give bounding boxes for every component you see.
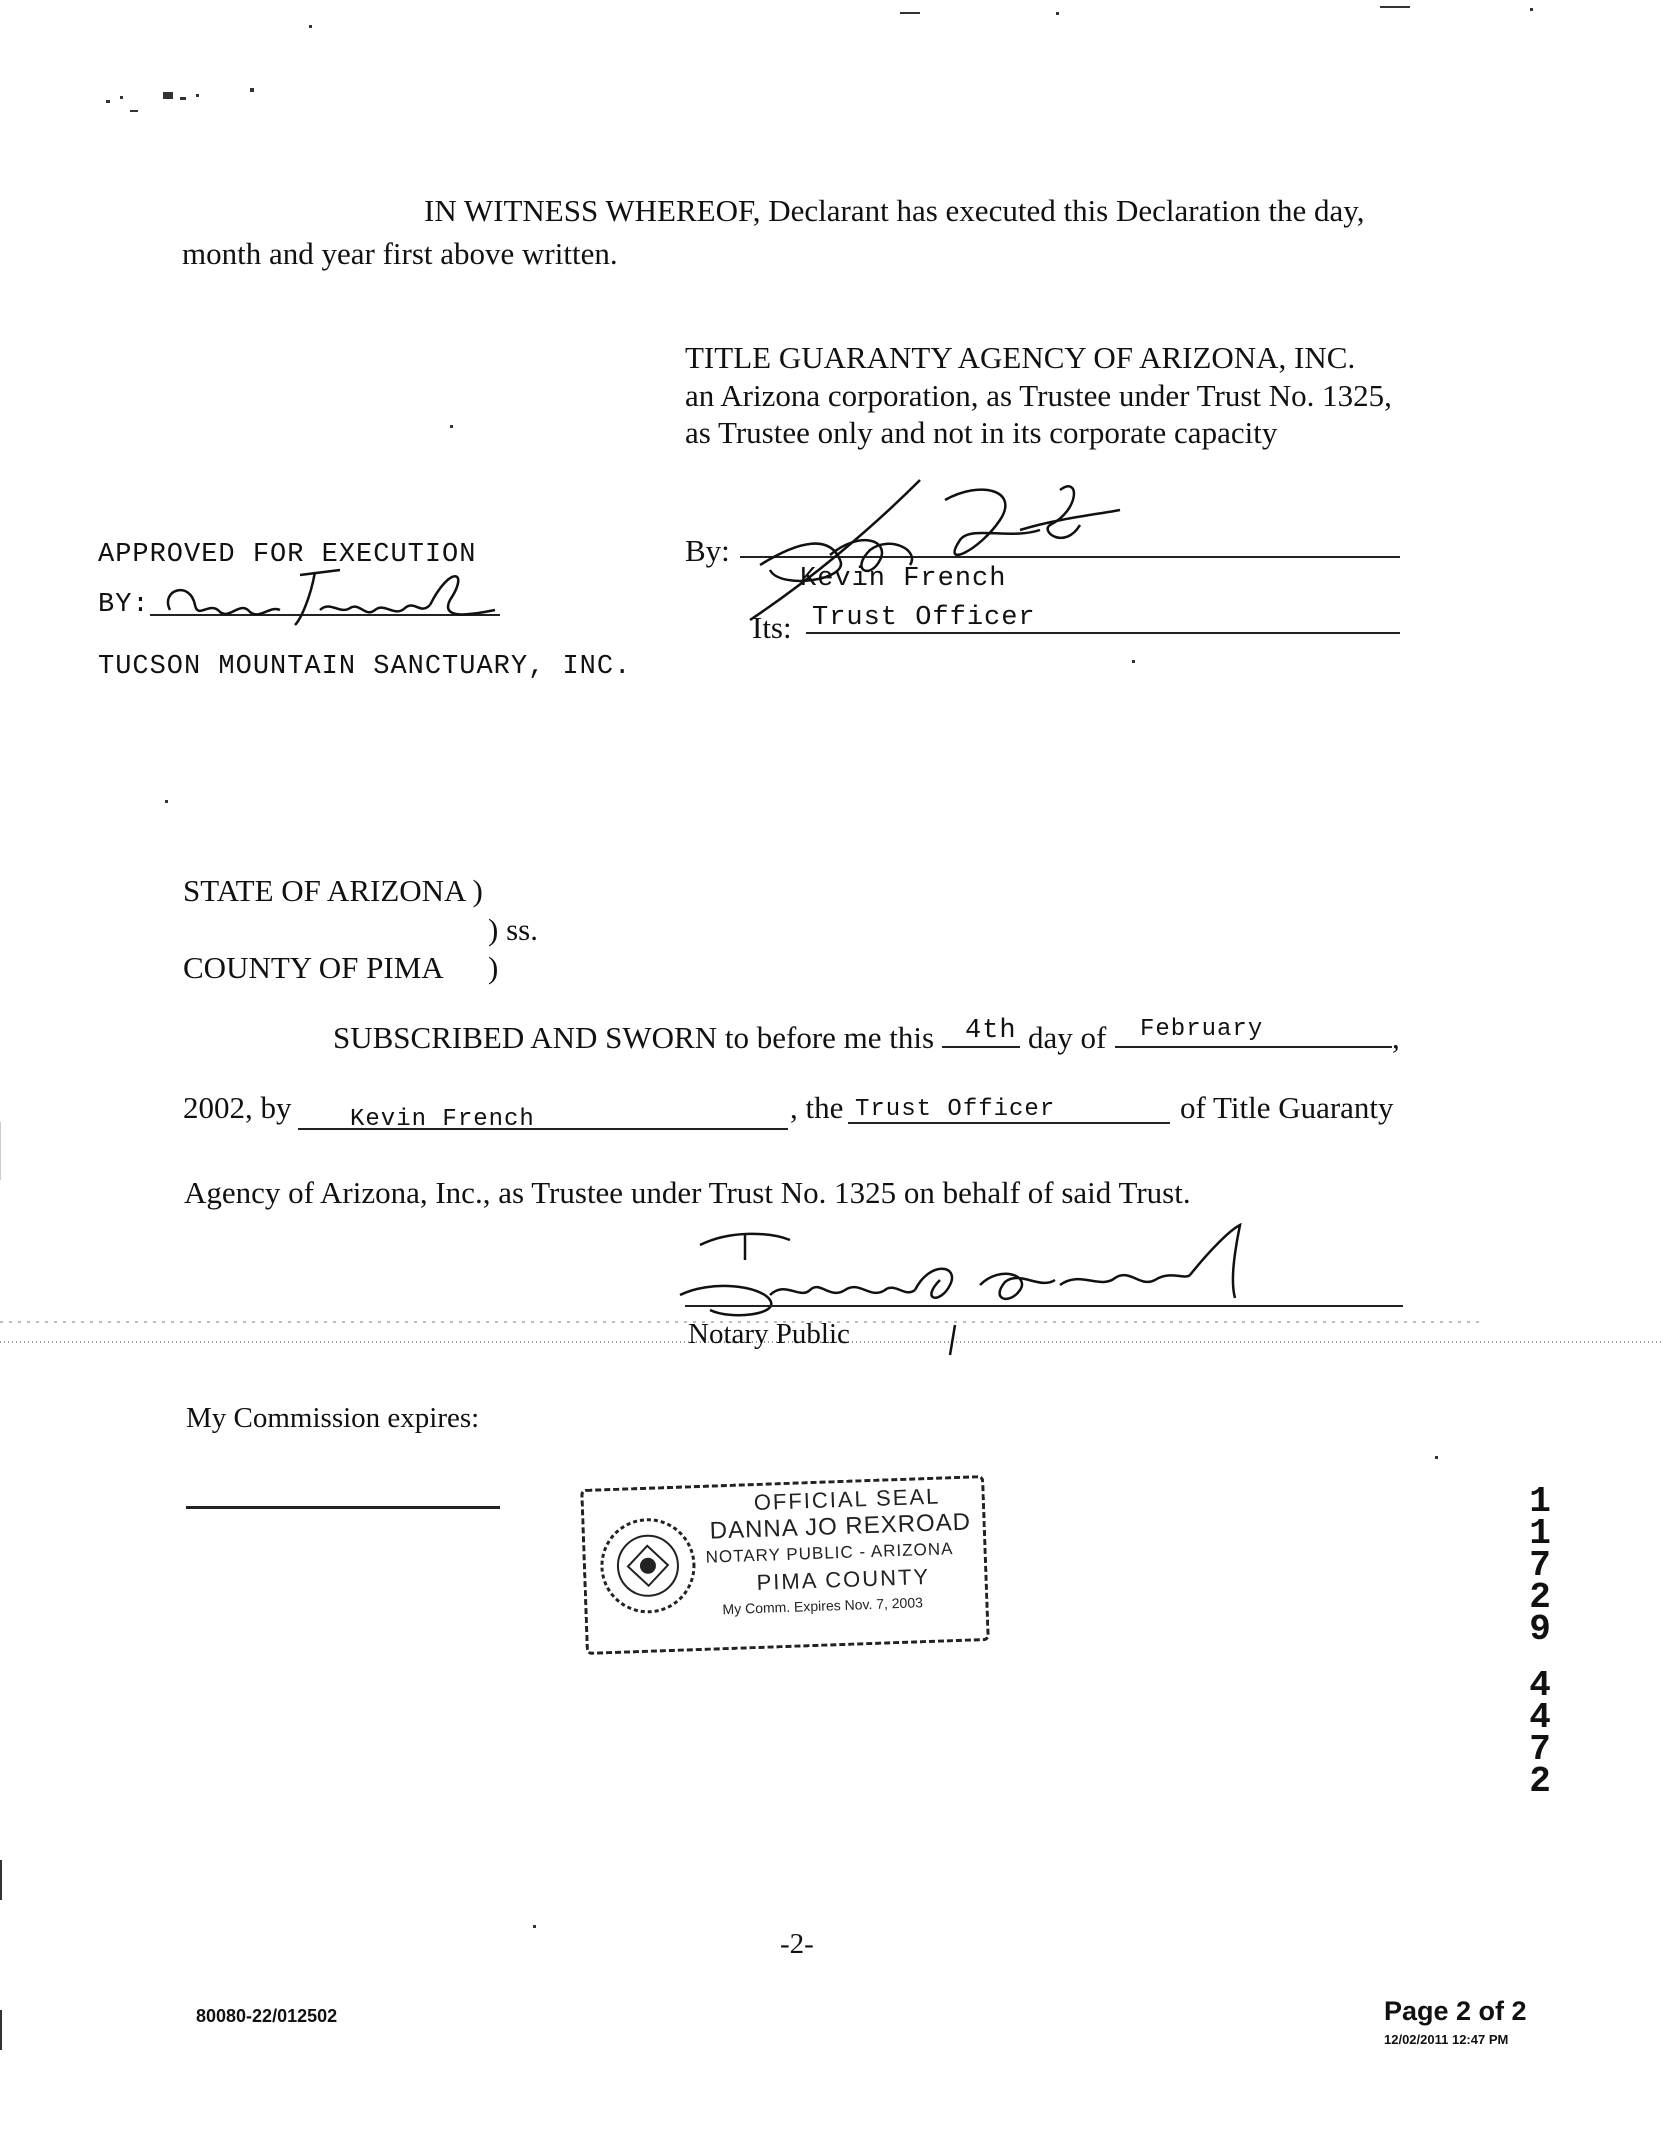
jurat-name: Kevin French <box>350 1106 535 1133</box>
recording-digit: 4 <box>1529 1697 1551 1738</box>
kevin-french-signature <box>720 470 1220 630</box>
venue-county: COUNTY OF PIMA <box>183 950 444 985</box>
notary-label: Notary Public <box>688 1318 850 1350</box>
jurat-the: , the <box>790 1090 844 1125</box>
its-label: Its: <box>752 610 792 645</box>
jurat-title: Trust Officer <box>855 1096 1056 1123</box>
by-label: By: <box>685 533 730 568</box>
jurat-pre: SUBSCRIBED AND SWORN to before me this <box>333 1020 935 1055</box>
trustee-line-2: an Arizona corporation, as Trustee under Trust No. 1325, <box>685 378 1392 413</box>
venue-paren: ) <box>488 950 499 985</box>
recording-digit: 4 <box>1529 1665 1551 1706</box>
approval-by-label: BY: <box>98 590 150 620</box>
commission-label: My Commission expires: <box>186 1402 480 1434</box>
seal-line-1: OFFICIAL SEAL <box>753 1483 941 1516</box>
jurat-day-line <box>942 1046 1020 1048</box>
jurat-month: February <box>1140 1016 1264 1043</box>
jurat-year-by: 2002, by <box>183 1090 292 1125</box>
page-of: Page 2 of 2 <box>1384 1996 1527 2026</box>
venue-state: STATE OF ARIZONA ) <box>183 873 483 908</box>
jurat-comma: , <box>1392 1020 1400 1055</box>
recording-digit: 7 <box>1529 1545 1551 1586</box>
seal-line-4: PIMA COUNTY <box>756 1563 931 1595</box>
jurat-line-3: Agency of Arizona, Inc., as Trustee under Trust No. 1325 on behalf of said Trust. <box>184 1175 1191 1210</box>
its-line <box>806 632 1400 634</box>
trustee-name: TITLE GUARANTY AGENCY OF ARIZONA, INC. <box>685 340 1356 375</box>
venue-ss: ) ss. <box>488 912 538 947</box>
commission-line <box>186 1506 500 1509</box>
page-number: -2- <box>780 1928 814 1960</box>
official-seal-stamp <box>580 1475 990 1655</box>
seal-line-3: NOTARY PUBLIC - ARIZONA <box>705 1539 954 1567</box>
seal-line-2: DANNA JO REXROAD <box>709 1508 972 1545</box>
doc-code: 80080-22/012502 <box>196 2006 338 2026</box>
its-value: Trust Officer <box>812 603 1036 633</box>
notary-signature-line <box>685 1305 1403 1307</box>
jurat-month-line <box>1115 1046 1392 1048</box>
jurat-day-of: day of <box>1028 1020 1107 1055</box>
recording-digit: 1 <box>1529 1513 1551 1554</box>
recording-digit: 2 <box>1529 1577 1551 1618</box>
recording-number <box>1520 1481 1560 1802</box>
witness-line-1: IN WITNESS WHEREOF, Declarant has executed this Declaration the day, <box>424 193 1365 228</box>
jurat-day: 4th <box>965 1016 1017 1046</box>
seal-emblem <box>596 1514 699 1617</box>
approval-line-1: APPROVED FOR EXECUTION <box>98 540 477 570</box>
recording-digit: 2 <box>1529 1761 1551 1802</box>
approval-org: TUCSON MOUNTAIN SANCTUARY, INC. <box>98 652 632 682</box>
recording-digit: 9 <box>1529 1609 1551 1650</box>
trustee-line-3: as Trustee only and not in its corporate capacity <box>685 415 1278 450</box>
jurat-of-title: of Title Guaranty <box>1180 1090 1394 1125</box>
witness-line-2: month and year first above written. <box>182 236 618 271</box>
recording-digit: 7 <box>1529 1729 1551 1770</box>
signer-name: Kevin French <box>800 564 1007 594</box>
seal-line-5: My Comm. Expires Nov. 7, 2003 <box>722 1594 924 1618</box>
approval-signature <box>150 560 510 640</box>
recording-digit: 1 <box>1529 1481 1551 1522</box>
fax-timestamp: 12/02/2011 12:47 PM <box>1384 2032 1509 2047</box>
